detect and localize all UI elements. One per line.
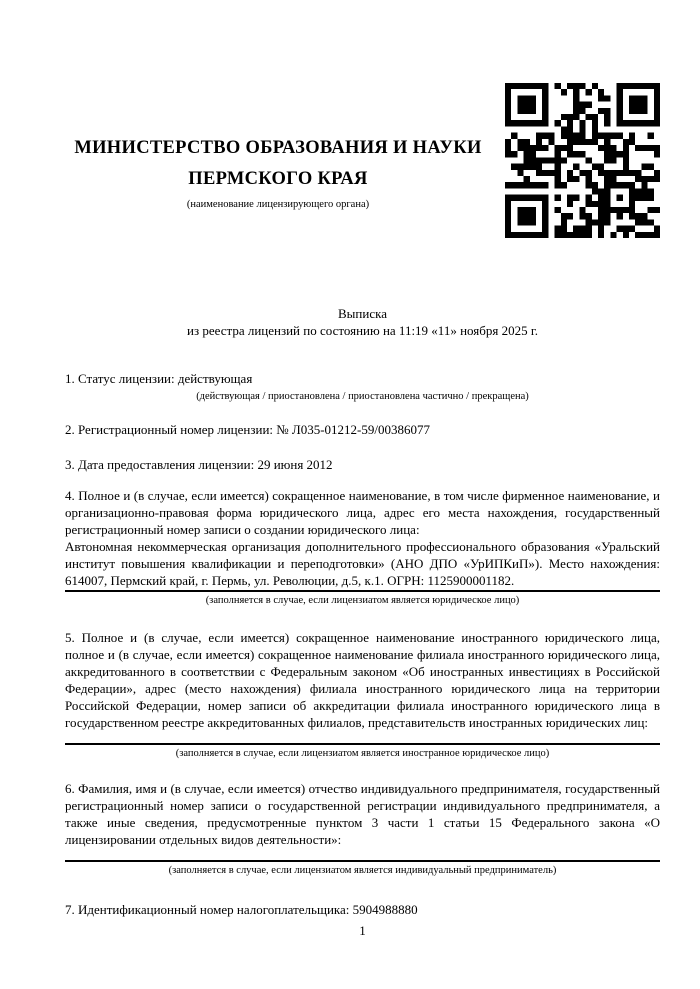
ministry-name-line1: МИНИСТЕРСТВО ОБРАЗОВАНИЯ И НАУКИ bbox=[74, 138, 482, 158]
item-5-foreign-entity-label: 5. Полное и (в случае, если имеется) сокращенное наименование иностранного юридического лица, полное и (в случае, если имеется) сокращенное наименование филиала иностранного юридического лица, аккредитованного в соответствии с Федеральным законом «Об иностранных инвестициях в Российской Федерации», адрес (место нахождения) филиала иностранного юридического лица на территории Российской Федерации, номер записи об аккредитации филиала иностранного юридического лица в государственном реестре аккредитованных филиалов, представительств иностранных юридических лиц: bbox=[65, 630, 660, 730]
item-6-fill-line bbox=[65, 860, 660, 862]
item-6-entrepreneur-label: 6. Фамилия, имя и (в случае, если имеется) отчество индивидуального предпринимателя, государственный регистрационный номер записи о государственной регистрации индивидуального предпринимателя, а также иные сведения, предусмотренные пунктом 3 части 1 статьи 15 Федерального закона «О лицензировании отдельных видов деятельности»: bbox=[65, 781, 660, 847]
qr-code-image bbox=[505, 83, 660, 238]
document-body bbox=[65, 305, 660, 918]
document-title-line2: из реестра лицензий по состоянию на 11:19 «11» ноября 2025 г. bbox=[187, 323, 538, 338]
ministry-header bbox=[48, 133, 508, 212]
item-4-note: (заполняется в случае, если лицензиатом является юридическое лицо) bbox=[205, 595, 520, 606]
item-5-fill-line bbox=[65, 743, 660, 745]
item-7-taxpayer-number: 7. Идентификационный номер налогоплательщика: 5904988880 bbox=[65, 902, 418, 917]
qr-code-icon bbox=[505, 83, 660, 238]
item-1-status-options-note: (действующая / приостановлена / приостановлена частично / прекращена) bbox=[196, 391, 529, 402]
item-4-fill-line bbox=[65, 590, 660, 592]
item-1-license-status: 1. Статус лицензии: действующая bbox=[65, 371, 253, 386]
item-2-registration-number: 2. Регистрационный номер лицензии: № Л035-01212-59/00386077 bbox=[65, 422, 431, 437]
item-3-grant-date: 3. Дата предоставления лицензии: 29 июня 2012 bbox=[65, 457, 333, 472]
item-4-legal-entity-label: 4. Полное и (в случае, если имеется) сокращенное наименование, в том числе фирменное наименование, и организационно-правовая форма юридического лица, адрес его места нахождения, государственный регистрационный номер записи о создании юридического лица: bbox=[65, 488, 660, 537]
document-title bbox=[65, 305, 660, 339]
item-6-note: (заполняется в случае, если лицензиатом является индивидуальный предприниматель) bbox=[168, 865, 557, 876]
item-5-note: (заполняется в случае, если лицензиатом является иностранное юридическое лицо) bbox=[175, 748, 550, 759]
item-4-legal-entity-value: Автономная некоммерческая организация дополнительного профессионального образования «Уральский институт повышения квалификации и переподготовки» (АНО ДПО «УрИПКиП»). Место нахождения: 614007, Пермский край, г. Пермь, ул. Революции, д.5, к.1. ОГРН: 1125900001182. bbox=[65, 539, 660, 588]
document-title-line1: Выписка bbox=[338, 306, 387, 321]
page-number: 1 bbox=[359, 923, 366, 938]
ministry-name-line2: ПЕРМСКОГО КРАЯ bbox=[188, 169, 368, 189]
licensing-authority-note: (наименование лицензирующего органа) bbox=[186, 199, 370, 210]
